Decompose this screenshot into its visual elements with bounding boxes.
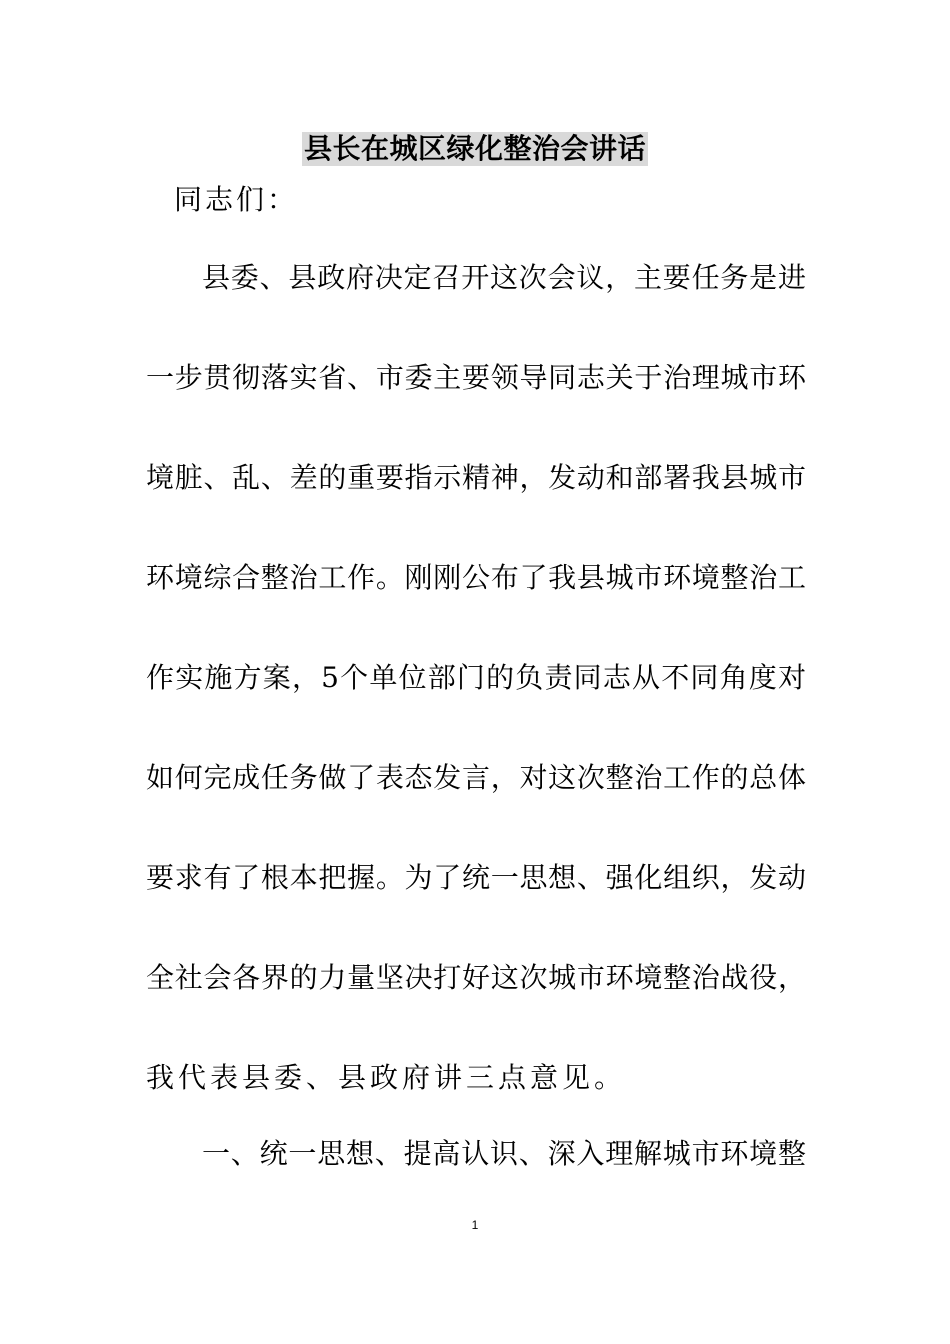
paragraph-line: 县委、县政府决定召开这次会议，主要任务是进 xyxy=(202,261,806,294)
paragraph-line: 一步贯彻落实省、市委主要领导同志关于治理城市环 xyxy=(146,361,806,394)
paragraph-line: 如何完成任务做了表态发言，对这次整治工作的总体 xyxy=(146,761,806,794)
paragraph-line: 全社会各界的力量坚决打好这次城市环境整治战役， xyxy=(146,961,806,994)
salutation: 同志们： xyxy=(174,183,299,216)
section-heading-line: 一、统一思想、提高认识、深入理解城市环境整 xyxy=(202,1137,806,1170)
document-title-wrap xyxy=(0,132,950,166)
paragraph-line: 境脏、乱、差的重要指示精神，发动和部署我县城市 xyxy=(146,461,806,494)
document-title: 县长在城区绿化整治会讲话 xyxy=(303,132,646,165)
paragraph-line: 环境综合整治工作。刚刚公布了我县城市环境整治工 xyxy=(146,561,806,594)
paragraph-line: 我代表县委、县政府讲三点意见。 xyxy=(146,1061,627,1094)
paragraph-line: 作实施方案，5个单位部门的负责同志从不同角度对 xyxy=(146,661,806,694)
paragraph-line: 要求有了根本把握。为了统一思想、强化组织，发动 xyxy=(146,861,806,894)
page-number: 1 xyxy=(471,1218,479,1232)
